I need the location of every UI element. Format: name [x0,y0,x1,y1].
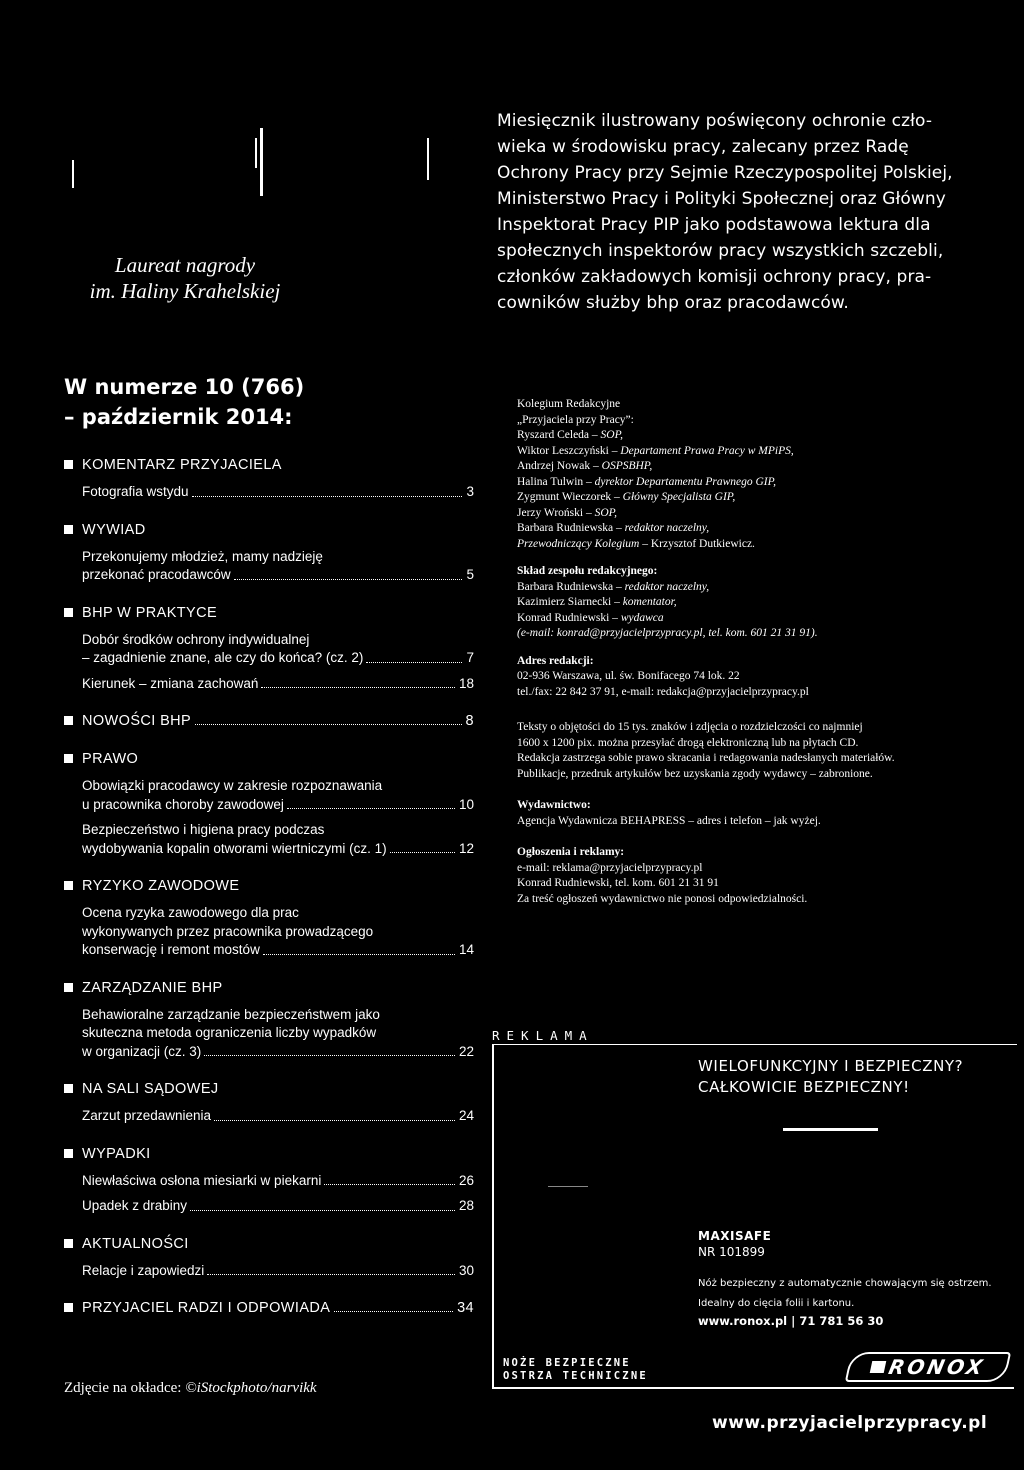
person-role: SOP, [594,506,618,519]
person-name: Halina Tulwin – [517,475,595,488]
dot-leader [263,954,455,955]
adres-title: Adres redakcji: [517,654,594,667]
notes-line: Publikacje, przedruk artykułów bez uzyskania zgody wydawcy – zabronione. [517,767,873,780]
person-name: Ryszard Celeda – [517,429,601,441]
person-role: Departament Prawa Pracy w MPiPS, [620,444,794,457]
intro-line: Ochrony Pracy przy Sejmie Rzeczypospolitej Polskiej, [497,163,953,183]
toc-item[interactable] [82,1262,474,1281]
toc-item-line [82,1197,474,1216]
toc-item-line [82,631,474,650]
toc-section-title[interactable] [64,711,474,731]
toc-items [64,483,474,502]
photo-credit-source: ©iStockphoto/narvikk [185,1380,317,1396]
dot-leader [204,1055,455,1056]
logo-square-icon [870,1361,887,1373]
toc-item-line [82,904,474,923]
decor-line-2 [255,138,257,168]
toc-item-line [82,941,474,960]
toc-item-text: u pracownika choroby zawodowej [82,796,284,812]
dot-leader [390,852,455,853]
page-number: 22 [458,1043,474,1059]
magazine-description [497,108,967,316]
toc-item[interactable] [82,483,474,502]
toc-section [64,455,474,502]
laureate-line-1: Laureat nagrody [114,253,256,277]
person-name: Jerzy Wroński – [517,506,595,519]
page-number: 10 [458,796,474,812]
toc-item[interactable] [82,1107,474,1126]
toc-items [64,777,474,858]
toc-section-title[interactable] [64,1298,474,1318]
decor-line-4 [427,138,429,180]
decor-line-1 [72,160,74,188]
page-number: 24 [458,1108,474,1123]
intro-line: Miesięcznik ilustrowany poświęcony ochronie czło- [497,111,933,131]
toc-item-text: Behawioralne zarządzanie bezpieczeństwem jako [82,1006,380,1022]
page-number: 30 [458,1262,474,1278]
section-title-text: NOWOŚCI BHP [82,713,192,729]
toc-item-text: wydobywania kopalin otworami wiertniczymi (cz. 1) [82,840,387,856]
intro-line: wieka w środowisku pracy, zalecany przez Radę [497,137,909,157]
laureate-award [60,252,310,304]
person-role: Przewodniczący Kolegium – [517,537,651,550]
toc-section-title[interactable] [64,1234,474,1254]
issue-month: – październik 2014: [64,405,293,429]
ad-desc-line-1: Nóż bezpieczny z automatycznie chowającym się ostrzem. [698,1278,992,1289]
editorial-line [517,444,987,460]
person-role: SOP, [600,429,624,441]
person-role: (e-mail: konrad@przyjacielprzypracy.pl, tel. kom. 601 21 31 91). [517,627,818,639]
person-name: Kazimierz Siarnecki – [517,596,623,608]
toc-section-title[interactable] [64,455,474,475]
toc-item-line [82,548,474,567]
toc-item[interactable] [82,777,474,814]
toc-section [64,711,474,731]
toc-item-text: Przekonujemy młodzież, mamy nadzieję [82,548,323,564]
editorial-line [517,626,987,642]
page-number: 34 [457,1300,474,1316]
toc-item-text: skuteczna metoda ograniczenia liczby wypadków [82,1025,377,1040]
adres-line: 02-936 Warszawa, ul. św. Bonifacego 74 lok. 22 [517,670,740,682]
toc-item-line [82,796,474,815]
dot-leader [195,714,461,725]
dot-leader [207,1274,455,1275]
toc-items [64,1107,474,1126]
ogloszenia-line: Konrad Rudniewski, tel. kom. 601 21 31 91 [517,877,719,889]
toc-section-title[interactable] [64,1144,474,1164]
adres-block [517,654,987,701]
editorial-line [517,506,987,522]
toc-items [64,548,474,585]
kolegium-subtitle: „Przyjaciela przy Pracy”: [517,413,634,426]
decor-line-3 [260,128,263,196]
toc-item-line [82,777,474,796]
toc-item-line [82,1043,474,1062]
editorial-line [517,580,987,596]
person-name: Barbara Rudniewska – [517,580,625,593]
toc-item-line [82,1006,474,1025]
toc-item-line [82,1262,474,1281]
toc-section [64,1079,474,1126]
laureate-line-2: im. Haliny Krahelskiej [89,279,281,303]
toc-item-text: Niewłaściwa osłona miesiarki w piekarni [82,1172,322,1188]
toc-item-text: Bezpieczeństwo i higiena pracy podczas [82,822,325,837]
dot-leader [190,1210,455,1211]
page-number: 26 [458,1172,474,1188]
page-number: 5 [466,567,474,582]
editorial-line [517,459,987,475]
ad-headline-line-2: CAŁKOWICIE BEZPIECZNY! [698,1078,910,1096]
toc-section-title[interactable] [64,978,474,998]
person-name: Wiktor Leszczyński – [517,444,621,457]
section-title-text: RYZYKO ZAWODOWE [82,878,240,894]
section-title-text: WYPADKI [82,1145,151,1162]
page-number: 8 [465,713,474,729]
ad-tagline-line-1: NOŻE BEZPIECZNE [503,1357,631,1369]
page-number: 28 [458,1198,474,1213]
photo-credit [64,1380,317,1397]
toc-item-text: Obowiązki pracodawcy w zakresie rozpoznawania [82,778,383,793]
photo-credit-prefix: Zdjęcie na okładce: [64,1380,186,1396]
ad-headline-line-1: WIELOFUNKCYJNY I BEZPIECZNY? [698,1057,964,1075]
page-number: 3 [466,484,474,499]
toc-section [64,978,474,1062]
section-title-text: PRZYJACIEL RADZI I ODPOWIADA [82,1300,331,1316]
ogloszenia-title: Ogłoszenia i reklamy: [517,846,625,858]
wydawnictwo-title: Wydawnictwo: [517,799,591,811]
person-name: Konrad Rudniewski – [517,611,621,624]
page-number: 7 [466,650,474,665]
editorial-line [517,521,987,537]
toc-items [64,1262,474,1281]
toc-item-text: konserwację i remont mostów [82,942,260,957]
ronox-logo [845,1352,1011,1382]
toc-item-line [82,1024,474,1043]
toc-items [64,1172,474,1216]
toc-item-text: Fotografia wstydu [82,484,189,499]
toc-item[interactable] [82,548,474,585]
editorial-info [517,397,987,919]
ad-desc-line-2: Idealny do cięcia folii i kartonu. [698,1298,855,1309]
page-number: 14 [458,942,474,957]
toc-item-text: Kierunek – zmiana zachowań [82,675,259,691]
toc-items [64,904,474,960]
ad-description [698,1274,1018,1314]
person-role: wydawca [620,611,664,624]
notes-line: Redakcja zastrzega sobie prawo skracania i redagowania nadesłanych materiałów. [517,752,895,764]
person-name: Zygmunt Wieczorek – [517,491,623,503]
toc-section-title[interactable] [64,603,474,623]
dot-leader [214,1120,455,1121]
product-code: NR 101899 [698,1245,765,1259]
toc-section [64,1234,474,1281]
dot-leader [324,1184,455,1185]
adres-line: tel./fax: 22 842 37 91, e-mail: redakcja@przyjacielprzypracy.pl [517,685,809,698]
toc-item-text: Dobór środków ochrony indywidualnej [82,631,310,647]
toc-item-line [82,1172,474,1191]
toc-item-line [82,840,474,859]
person-role: redaktor naczelny, [624,580,710,593]
toc-items [64,631,474,694]
toc-item[interactable] [82,821,474,858]
editorial-line [517,490,987,506]
notes-block [517,720,987,782]
toc-item-line [82,675,474,694]
intro-line: Ministerstwo Pracy i Polityki Społecznej oraz Główny [497,189,946,209]
toc-item-text: wykonywanych przez pracownika prowadzącego [82,923,374,939]
ogloszenia-line: Za treść ogłoszeń wydawnictwo nie ponosi odpowiedzialności. [517,892,808,905]
intro-line: społecznych inspektorów pracy wszystkich szczebli, [497,241,944,261]
person-name: Andrzej Nowak – [517,460,602,472]
toc-section-title[interactable] [64,520,474,540]
knife-icon [783,1128,878,1131]
table-of-contents [64,455,474,1336]
kolegium-title: Kolegium Redakcyjne [517,398,621,410]
section-title-text: BHP W PRAKTYCE [82,604,218,621]
toc-section-title[interactable] [64,1079,474,1099]
ogloszenia-block [517,845,987,907]
toc-section [64,520,474,585]
toc-item-line [82,649,474,668]
toc-item-text: Zarzut przedawnienia [82,1108,212,1123]
toc-item[interactable] [82,1006,474,1062]
intro-line: członków zakładowych komisji ochrony pracy, pra- [497,267,932,287]
page-number: 18 [458,675,474,691]
sklad-title: Skład zespołu redakcyjnego: [517,565,658,577]
page-number: 12 [458,840,474,856]
person-role: OSPSBHP, [601,460,653,472]
dot-leader [192,496,463,497]
editorial-line [517,537,987,553]
toc-item-text: przekonać pracodawców [82,567,231,582]
toc-item[interactable] [82,631,474,668]
issue-number: W numerze 10 (766) [64,375,305,399]
decor-dash [548,1186,588,1187]
brand-name: RONOX [886,1355,988,1379]
toc-item[interactable] [82,1197,474,1216]
toc-item-text: Ocena ryzyka zawodowego dla prac [82,905,299,920]
ad-tagline [503,1357,648,1383]
dot-leader [234,579,463,580]
product-name: MAXISAFE [698,1229,772,1243]
toc-item-line [82,566,474,585]
person-role: redaktor naczelny, [624,522,710,534]
person-name: Barbara Rudniewska – [517,522,625,534]
toc-item-line [82,1107,474,1126]
notes-line: Teksty o objętości do 15 tys. znaków i zdjęcia o rozdzielczości co najmniej [517,721,863,733]
site-url[interactable]: www.przyjacielprzypracy.pl [712,1413,988,1433]
section-title-text: NA SALI SĄDOWEJ [82,1081,219,1097]
toc-section [64,1144,474,1216]
toc-section [64,876,474,960]
section-title-text: AKTUALNOŚCI [82,1235,189,1252]
toc-section [64,603,474,694]
intro-line: cowników służby bhp oraz pracodawców. [497,293,849,313]
toc-item[interactable] [82,675,474,694]
person-name: Krzysztof Dutkiewicz. [650,537,755,550]
toc-item-text: w organizacji (cz. 3) [82,1043,202,1059]
toc-section-title[interactable] [64,876,474,896]
toc-section [64,749,474,858]
toc-item-line [82,483,474,502]
wydawnictwo-block [517,798,987,829]
wydawnictwo-line: Agencja Wydawnicza BEHAPRESS – adres i telefon – jak wyżej. [517,814,821,827]
person-role: dyrektor Departamentu Prawnego GIP, [594,475,777,488]
editorial-line [517,428,987,444]
kolegium-block [517,397,987,552]
dot-leader [334,1301,453,1312]
editorial-line [517,475,987,491]
toc-item-line [82,821,474,840]
editorial-line [517,595,987,611]
toc-section [64,1298,474,1318]
toc-item[interactable] [82,1172,474,1191]
toc-section-title[interactable] [64,749,474,769]
sklad-block [517,564,987,642]
ad-tagline-line-2: OSTRZA TECHNICZNE [503,1370,648,1382]
editorial-line [517,611,987,627]
section-title-text: PRAWO [82,751,139,767]
notes-line: 1600 x 1200 pix. można przesyłać drogą elektroniczną lub na płytach CD. [517,736,859,749]
dot-leader [366,662,462,663]
issue-heading [64,372,304,432]
ad-headline [698,1056,963,1098]
ad-product [698,1228,771,1260]
ad-contact[interactable]: www.ronox.pl | 71 781 56 30 [698,1314,884,1328]
toc-item-text: Upadek z drabiny [82,1198,188,1213]
dot-leader [261,687,455,688]
person-role: Główny Specjalista GIP, [622,491,736,503]
section-title-text: ZARZĄDZANIE BHP [82,979,223,996]
intro-line: Inspektorat Pracy PIP jako podstawowa lektura dla [497,215,931,235]
ogloszenia-line: e-mail: reklama@przyjacielprzypracy.pl [517,861,703,874]
toc-item-text: Relacje i zapowiedzi [82,1262,205,1278]
toc-item-line [82,923,474,942]
dot-leader [287,808,455,809]
person-role: komentator, [622,596,677,608]
section-title-text: KOMENTARZ PRZYJACIELA [82,457,282,473]
section-title-text: WYWIAD [82,521,146,538]
ad-label: REKLAMA [492,1028,594,1043]
toc-item-text: – zagadnienie znane, ale czy do końca? (cz. 2) [82,650,364,665]
toc-item[interactable] [82,904,474,960]
toc-items [64,1006,474,1062]
